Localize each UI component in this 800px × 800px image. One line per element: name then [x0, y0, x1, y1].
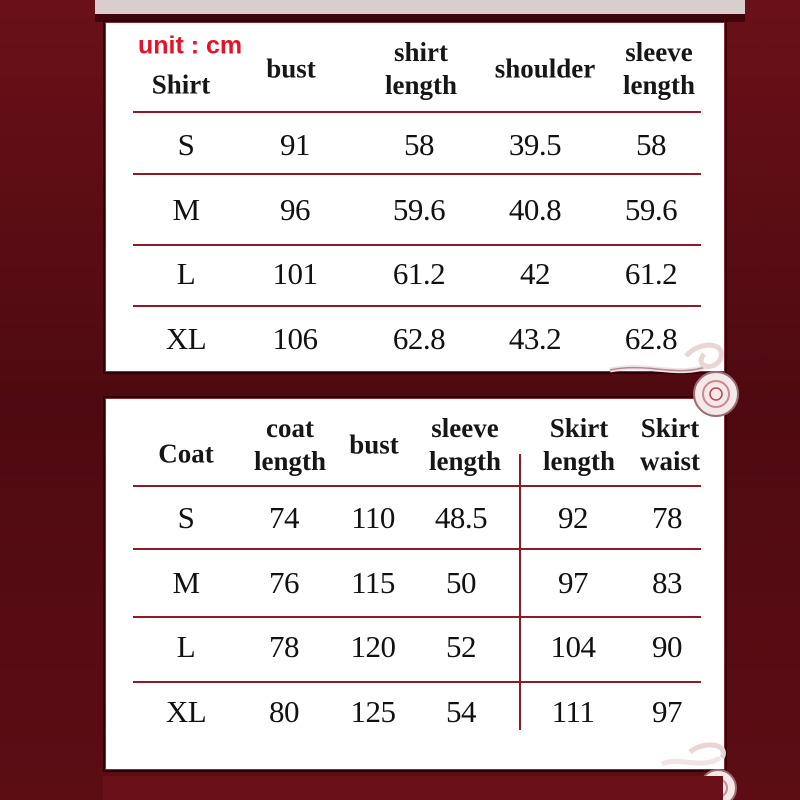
- coat-row-rule: [133, 616, 701, 618]
- coat-cell: 48.5: [434, 500, 488, 535]
- shirt-header-shirt-length-line1: shirt: [393, 37, 448, 67]
- shirt-header-sleeve-length-line2: length: [622, 70, 696, 100]
- coat-row-rule: [133, 548, 701, 550]
- shirt-cell: 59.6: [392, 192, 446, 227]
- coat-header-bust: [349, 429, 399, 462]
- coat-cell: 125: [350, 694, 396, 729]
- shirt-cell: 91: [280, 127, 310, 162]
- coat-header-skirt-waist: [640, 412, 700, 478]
- shirt-header-bust: [266, 53, 316, 86]
- coat-cell: 78: [652, 500, 682, 535]
- coat-cell: 111: [551, 694, 595, 729]
- coat-header-skirt-length-line1: Skirt: [549, 413, 609, 443]
- coat-cell: 92: [558, 500, 588, 535]
- coat-size-m: M: [172, 565, 200, 600]
- shirt-cell: 59.6: [624, 192, 678, 227]
- coat-header-skirt-length-line2: length: [542, 446, 616, 476]
- shirt-cell: 39.5: [508, 127, 562, 162]
- coat-cell: 97: [652, 694, 682, 729]
- coat-size-s: S: [177, 500, 195, 535]
- bottom-strip: [103, 776, 723, 800]
- shirt-header-bust-line2: bust: [266, 53, 316, 84]
- coat-header-bust-line2: bust: [349, 429, 399, 460]
- coat-cell: 104: [550, 629, 596, 664]
- coat-cell: 52: [446, 629, 476, 664]
- coat-header-coat-length-line1: coat: [266, 413, 314, 443]
- shirt-cell: 61.2: [624, 256, 678, 291]
- coat-header-sleeve-length-line1: sleeve: [431, 413, 499, 443]
- shirt-row-rule: [133, 173, 701, 175]
- coat-cell: 78: [269, 629, 299, 664]
- shirt-header-shirt-length: [385, 36, 457, 102]
- coat-skirt-divider: [519, 454, 521, 730]
- coat-cell: 110: [351, 500, 395, 535]
- shirt-size-chart: [103, 20, 727, 374]
- coat-cell: 50: [446, 565, 476, 600]
- coat-header-sleeve-length: [429, 412, 501, 478]
- coat-cell: 83: [652, 565, 682, 600]
- frog-knot-ornament-icon: [608, 332, 756, 420]
- coat-cell: 120: [350, 629, 396, 664]
- coat-row-rule: [133, 681, 701, 683]
- shirt-cell: 101: [272, 256, 318, 291]
- shirt-size-s: S: [177, 127, 195, 162]
- shirt-cell: 58: [636, 127, 666, 162]
- shirt-header-shirt-length-line2: length: [384, 70, 458, 100]
- coat-header-coat-length-line2: length: [253, 446, 327, 476]
- unit-label: unit : cm: [138, 31, 243, 60]
- shirt-header-sleeve-length-line1: sleeve: [625, 37, 693, 67]
- shirt-header-shoulder-line2: shoulder: [494, 53, 596, 84]
- coat-cell: 74: [269, 500, 299, 535]
- shirt-cell: 62.8: [392, 321, 446, 356]
- shirt-size-m: M: [172, 192, 200, 227]
- coat-corner-label: Coat: [158, 438, 214, 469]
- shirt-cell: 43.2: [508, 321, 562, 356]
- shirt-size-xl: XL: [165, 321, 207, 356]
- shirt-cell: 62.8: [624, 321, 678, 356]
- coat-size-xl: XL: [165, 694, 207, 729]
- shirt-cell: 106: [272, 321, 318, 356]
- shirt-header-rule: [133, 111, 701, 113]
- coat-header-coat-length: [254, 412, 326, 478]
- coat-header-skirt-length: [543, 412, 615, 478]
- coat-header-skirt-waist-line2: waist: [640, 446, 700, 476]
- shirt-cell: 61.2: [392, 256, 446, 291]
- coat-cell: 54: [446, 694, 476, 729]
- shirt-corner-label: Shirt: [151, 69, 211, 100]
- coat-cell: 80: [269, 694, 299, 729]
- coat-header-sleeve-length-line2: length: [428, 446, 502, 476]
- shirt-row-rule: [133, 244, 701, 246]
- shirt-cell: 40.8: [508, 192, 562, 227]
- coat-cell: 90: [652, 629, 682, 664]
- coat-header-rule: [133, 485, 701, 487]
- coat-header-skirt-waist-line1: Skirt: [640, 413, 700, 443]
- coat-cell: 115: [351, 565, 395, 600]
- shirt-cell: 58: [404, 127, 434, 162]
- shirt-header-sleeve-length: [623, 36, 695, 102]
- coat-cell: 76: [269, 565, 299, 600]
- shirt-cell: 96: [280, 192, 310, 227]
- shirt-row-rule: [133, 305, 701, 307]
- coat-size-chart: [103, 396, 727, 772]
- coat-size-l: L: [176, 629, 196, 664]
- shirt-size-l: L: [176, 256, 196, 291]
- shirt-cell: 42: [520, 256, 550, 291]
- coat-cell: 97: [558, 565, 588, 600]
- shirt-header-shoulder: [495, 53, 596, 86]
